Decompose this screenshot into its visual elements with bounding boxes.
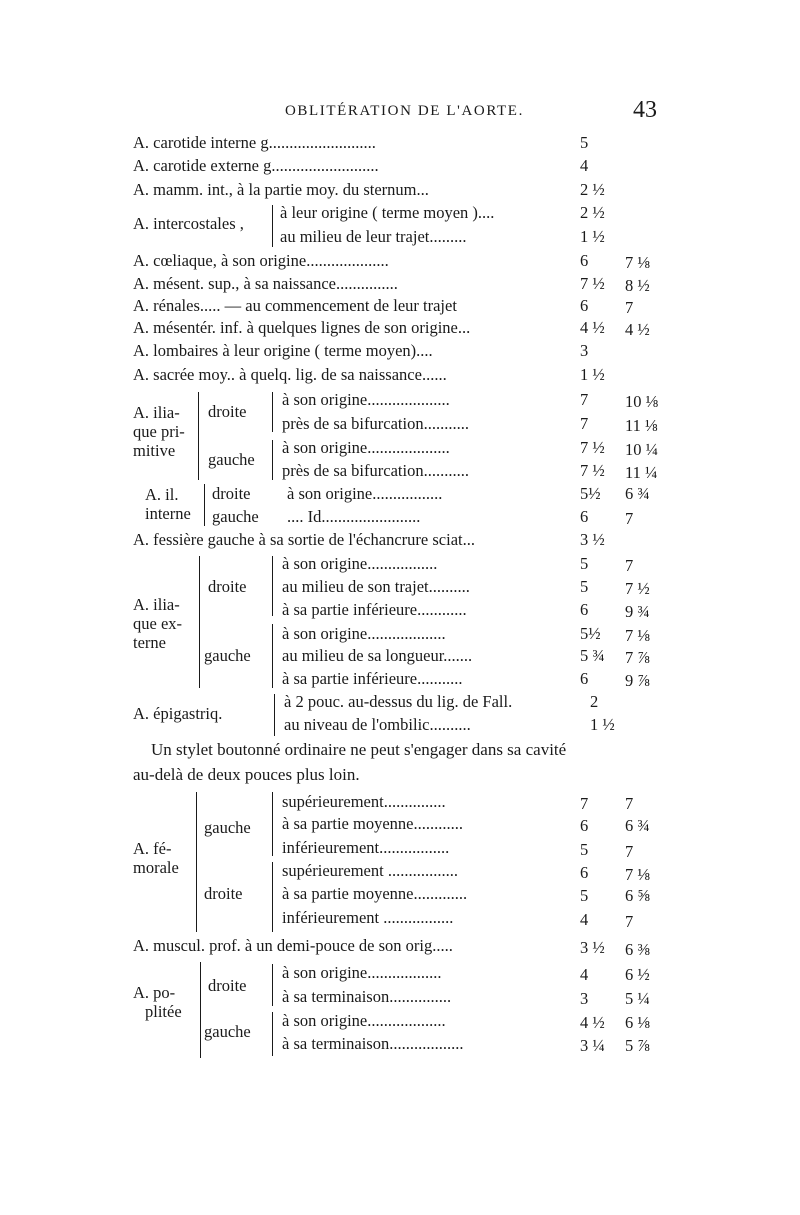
row-label: au milieu de sa longueur....... [282,646,473,665]
note-paragraph [133,738,673,787]
value-1: 4 ½ [580,318,605,337]
brace [272,1012,273,1056]
value-1: 7 [580,414,589,433]
value-1: 4 [580,910,589,929]
row-label: A. fessière gauche à sa sortie de l'échancrure sciat... [133,530,475,549]
value-2: 7 ⅛ [625,865,650,884]
row-label: à son origine.................. [282,963,442,982]
value-2: 11 ⅛ [625,416,658,435]
group-label-iliaque-externe: A. ilia- que ex- terne [133,595,183,652]
row-label: à son origine.................... [282,390,450,409]
value-1: 4 [580,965,589,984]
side-label: droite [208,402,247,421]
value-2: 7 [625,912,634,931]
row-label: au niveau de l'ombilic.......... [284,715,471,734]
value-1: 5 [580,886,589,905]
value-2: 7 ⅞ [625,648,650,667]
value-2: 8 ½ [625,276,650,295]
row-label: A. mésentér. inf. à quelques lignes de son origine... [133,318,471,337]
value-1: 5 ¾ [580,646,605,665]
row-label: A. lombaires à leur origine ( terme moyen).... [133,341,433,360]
value-2: 7 [625,556,634,575]
value-2: 7 [625,842,634,861]
brace [272,392,273,432]
page-number: 43 [633,97,657,123]
side-label: gauche [204,646,251,665]
value-1: 2 ½ [580,180,605,199]
group-label-epigastrique: A. épigastriq. [133,704,223,723]
row-label: à son origine.................... [282,438,450,457]
brace [272,205,273,247]
group-label-iliaque-primitive: A. ilia- que pri- mitive [133,403,185,460]
value-1: 6 [580,296,589,315]
row-label: A. sacrée moy.. à quelq. lig. de sa naissance...... [133,365,447,384]
value-2: 7 ⅛ [625,626,650,645]
value-1: 5½ [580,484,601,503]
row-label: A. cœliaque, à son origine.................... [133,251,389,270]
row-label: .... Id........................ [287,507,421,526]
side-label: droite [208,577,247,596]
side-label: gauche [208,450,255,469]
value-1: 1 ½ [580,227,605,246]
value-1: 2 ½ [580,203,605,222]
brace [200,962,201,1058]
value-1: 7 ½ [580,438,605,457]
value-1: 6 [580,507,589,526]
value-1: 3 ½ [580,938,605,957]
value-1: 1 ½ [590,715,615,734]
value-2: 9 ¾ [625,602,650,621]
row-label: A. mésent. sup., à sa naissance............... [133,274,398,293]
value-1: 5 [580,840,589,859]
row-label: à son origine................... [282,1011,446,1030]
brace [272,862,273,932]
value-1: 3 [580,341,589,360]
value-1: 5 [580,133,589,152]
running-title: OBLITÉRATION DE L'AORTE. [285,103,524,119]
value-1: 6 [580,251,589,270]
row-label: à son origine................... [282,624,446,643]
brace [272,556,273,616]
brace [199,556,200,688]
row-label: à sa partie moyenne............. [282,884,468,903]
side-label: droite [204,884,243,903]
value-1: 5 [580,554,589,573]
value-1: 5 [580,577,589,596]
row-label: A. carotide interne g.......................... [133,133,376,152]
row-label: à leur origine ( terme moyen ).... [280,203,495,222]
row-label: à sa partie moyenne............ [282,814,463,833]
value-2: 6 ⅝ [625,886,650,905]
value-1: 3 ¼ [580,1036,605,1055]
row-label: inférieurement ................. [282,908,454,927]
value-1: 6 [580,600,589,619]
value-2: 7 ½ [625,579,650,598]
value-2: 7 [625,509,634,528]
value-2: 5 ¼ [625,989,650,1008]
value-2: 5 ⅞ [625,1036,650,1055]
side-label: gauche [204,818,251,837]
value-2: 6 ⅜ [625,940,650,959]
value-2: 6 ¾ [625,816,650,835]
value-2: 6 ¾ [625,484,650,503]
value-1: 2 [590,692,599,711]
value-2: 7 [625,298,634,317]
value-2: 4 ½ [625,320,650,339]
group-label-iliaque-interne: A. il. interne [145,485,191,523]
row-label: inférieurement................. [282,838,450,857]
side-label: droite [212,484,251,503]
brace [274,694,275,736]
value-1: 3 [580,989,589,1008]
value-1: 6 [580,816,589,835]
row-label: à sa partie inférieure........... [282,669,463,688]
value-1: 1 ½ [580,365,605,384]
group-label-femorale: A. fé- morale [133,839,179,877]
row-label: A. rénales..... — au commencement de leur trajet [133,296,457,315]
value-2: 7 [625,794,634,813]
row-label: près de sa bifurcation........... [282,414,469,433]
brace [196,792,197,932]
value-1: 7 [580,390,589,409]
value-2: 11 ¼ [625,463,658,482]
row-label: à son origine................. [282,554,438,573]
group-label-intercostales: A. intercostales , [133,214,244,233]
value-1: 7 [580,794,589,813]
note-line: au-delà de deux pouces plus loin. [133,764,360,784]
value-1: 5½ [580,624,601,643]
row-label: à sa partie inférieure............ [282,600,467,619]
side-label: droite [208,976,247,995]
value-2: 10 ⅛ [625,392,658,411]
brace [204,484,205,526]
value-2: 9 ⅞ [625,671,650,690]
value-1: 6 [580,863,589,882]
value-2: 10 ¼ [625,440,658,459]
row-label: à sa terminaison.................. [282,1034,464,1053]
brace [272,624,273,688]
row-label: A. mamm. int., à la partie moy. du sternum... [133,180,429,199]
value-1: 4 [580,156,589,175]
row-label: près de sa bifurcation........... [282,461,469,480]
brace [198,392,199,480]
value-2: 6 ½ [625,965,650,984]
note-line: Un stylet boutonné ordinaire ne peut s'engager dans sa cavité [151,740,567,759]
row-label: à sa terminaison............... [282,987,452,1006]
brace [272,440,273,480]
row-label: supérieurement............... [282,792,446,811]
row-label: A. muscul. prof. à un demi-pouce de son orig..... [133,936,453,955]
side-label: gauche [212,507,259,526]
row-label: au milieu de leur trajet......... [280,227,467,246]
value-1: 3 ½ [580,530,605,549]
value-1: 7 ½ [580,461,605,480]
row-label: au milieu de son trajet.......... [282,577,470,596]
value-1: 7 ½ [580,274,605,293]
brace [272,964,273,1006]
value-2: 6 ⅛ [625,1013,650,1032]
group-label-poplitee: A. po- plitée [133,983,182,1021]
side-label: gauche [204,1022,251,1041]
row-label: supérieurement ................. [282,861,458,880]
value-1: 4 ½ [580,1013,605,1032]
value-2: 7 ⅛ [625,253,650,272]
page-header [0,97,800,127]
value-1: 6 [580,669,589,688]
row-label: A. carotide externe g.......................... [133,156,379,175]
row-label: à 2 pouc. au-dessus du lig. de Fall. [284,692,513,711]
row-label: à son origine................. [287,484,443,503]
brace [272,792,273,856]
